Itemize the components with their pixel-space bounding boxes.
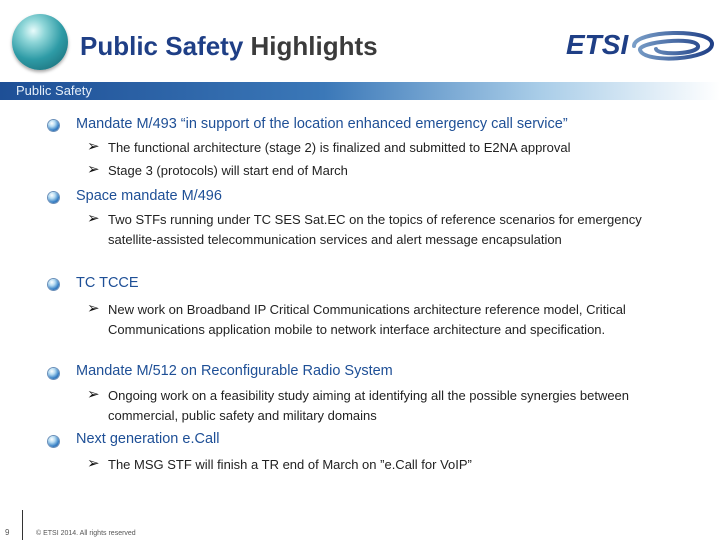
bullet-item: Space mandate M/496 [76, 188, 222, 204]
bullet-item: TC TCCE [76, 275, 139, 291]
arrow-bullet-icon: ➢ [87, 455, 100, 472]
sub-bullet-item: The functional architecture (stage 2) is finalized and submitted to E2NA approval [108, 140, 571, 155]
arrow-bullet-icon: ➢ [87, 386, 100, 403]
sub-bullet-item: Two STFs running under TC SES Sat.EC on the topics of reference scenarios for emergency satellite-assisted telecommunication services and alert message encapsulation [108, 212, 642, 247]
slide-header [0, 0, 720, 84]
title-part-2: Highlights [250, 31, 378, 61]
decorative-sphere-icon [12, 14, 68, 70]
bullet-icon [48, 120, 59, 131]
arrow-bullet-icon: ➢ [87, 210, 100, 227]
bullet-icon [48, 436, 59, 447]
arrow-bullet-icon: ➢ [87, 161, 100, 178]
etsi-logo [566, 22, 716, 70]
arrow-bullet-icon: ➢ [87, 138, 100, 155]
sub-bullet-item: Ongoing work on a feasibility study aiming at identifying all the possible synergies between commercial, public safety and military domains [108, 388, 630, 423]
bullet-icon [48, 368, 59, 379]
bullet-item: Next generation e.Call [76, 431, 220, 447]
section-band [0, 82, 720, 100]
sub-bullet-item: New work on Broadband IP Critical Communications architecture reference model, Critical Communications application mobile to network interface architecture and specification. [108, 302, 626, 337]
copyright-notice: © ETSI 2014. All rights reserved [36, 530, 136, 537]
page-number: 9 [5, 528, 10, 537]
etsi-logo-text: ETSI [566, 29, 629, 60]
sub-bullet-item: The MSG STF will finish a TR end of March on ”e.Call for VoIP” [108, 457, 472, 472]
sub-bullet-item: Stage 3 (protocols) will start end of March [108, 163, 348, 178]
bullet-icon [48, 192, 59, 203]
bullet-icon [48, 279, 59, 290]
slide-title [80, 31, 378, 62]
arrow-bullet-icon: ➢ [87, 300, 100, 317]
footer-divider [22, 510, 23, 540]
title-part-1: Public Safety [80, 31, 244, 61]
section-label: Public Safety [16, 83, 92, 98]
bullet-item: Mandate M/512 on Reconfigurable Radio System [76, 363, 393, 379]
bullet-item: Mandate M/493 “in support of the location enhanced emergency call service” [76, 116, 568, 132]
